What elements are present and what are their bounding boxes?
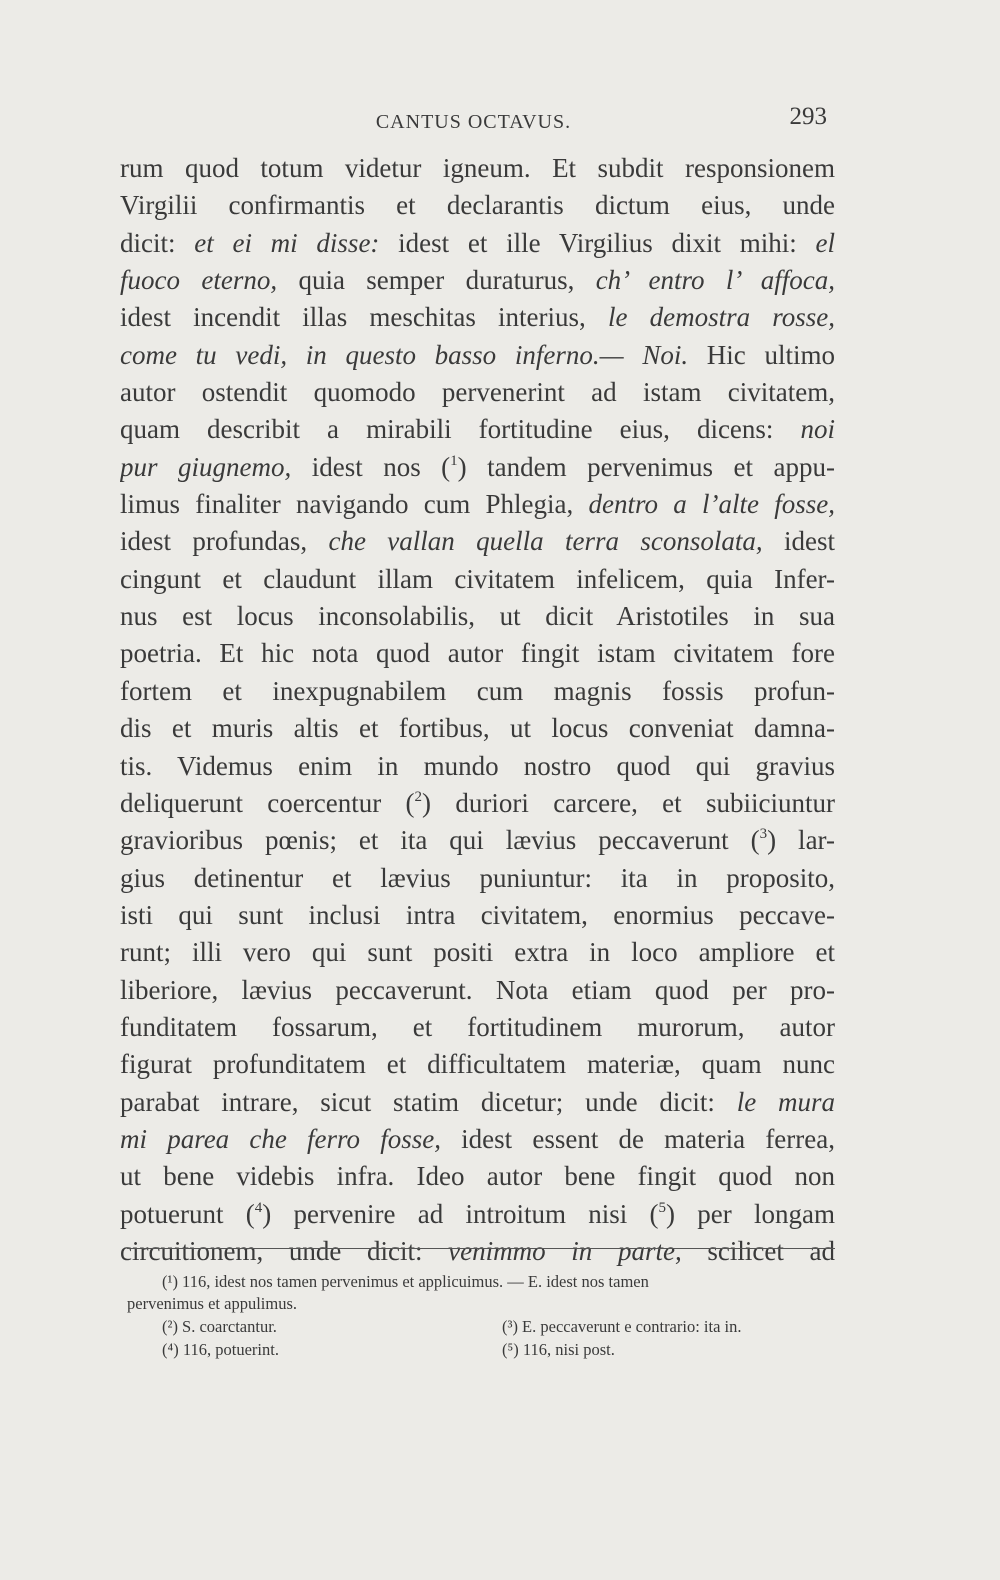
footnotes xyxy=(127,1271,835,1361)
italic-quote: pur giugnemo, xyxy=(120,451,292,482)
main-text xyxy=(120,150,835,1270)
text-line: gravioribus pœnis; et ita qui lævius peccaverunt ($^3$) lar- xyxy=(120,825,835,856)
italic-quote: le mura xyxy=(736,1086,835,1117)
italic-quote: che vallan quella terra sconsolata, xyxy=(328,526,763,557)
text-line: mi parea che ferro fosse, idest essent de materia ferrea, xyxy=(120,1123,835,1154)
text-line: dicit: et ei mi disse: idest et ille Virgilius dixit mihi: el xyxy=(120,227,835,258)
footnote-5: (⁵) 116, nisi post. xyxy=(502,1340,615,1359)
text-line: idest incendit illas meschitas interius, le demostra rosse, xyxy=(120,302,835,333)
text-line: ut bene videbis infra. Ideo autor bene fingit quod non xyxy=(120,1161,835,1192)
text-line: nus est locus inconsolabilis, ut dicit Aristotiles in sua xyxy=(120,601,835,632)
text-line: funditatem fossarum, et fortitudinem murorum, autor xyxy=(120,1011,835,1042)
footnote-rule xyxy=(127,1248,835,1249)
text-line: autor ostendit quomodo pervenerint ad istam civitatem, xyxy=(120,377,835,408)
footnote-3: (³) E. peccaverunt e contrario: ita in. xyxy=(502,1317,742,1336)
text-line: fortem et inexpugnabilem cum magnis fossis profun- xyxy=(120,675,835,706)
italic-quote: el xyxy=(815,227,835,258)
italic-quote: come tu vedi, in questo basso inferno.— Noi. xyxy=(120,339,689,370)
footnote-row xyxy=(127,1338,835,1361)
text-line: come tu vedi, in questo basso inferno.— Noi. Hic ultimo xyxy=(120,339,835,370)
italic-quote: mi parea che ferro fosse, xyxy=(120,1123,441,1154)
text-line: runt; illi vero qui sunt positi extra in loco ampliore et xyxy=(120,937,835,968)
italic-quote: ch’ entro l’ affoca, xyxy=(595,265,835,296)
text-line: circuitionem, unde dicit: venimmo in parte, scilicet ad xyxy=(120,1235,835,1266)
page-number: 293 xyxy=(789,103,827,130)
text-line: figurat profunditatem et difficultatem materiæ, quam nunc xyxy=(120,1049,835,1080)
text-line: isti qui sunt inclusi intra civitatem, enormius peccave- xyxy=(120,899,835,930)
text-line: gius detinentur et lævius puniuntur: ita in proposito, xyxy=(120,862,835,893)
text-line: poetria. Et hic nota quod autor fingit istam civitatem fore xyxy=(120,638,835,669)
text-line: Virgilii confirmantis et declarantis dictum eius, unde xyxy=(120,190,835,221)
text-line: pur giugnemo, idest nos ($^1$) tandem pervenimus et appu- xyxy=(120,451,835,482)
italic-quote: et ei mi disse: xyxy=(194,227,380,258)
text-line: deliquerunt coercentur ($^2$) duriori carcere, et subiiciuntur xyxy=(120,787,835,818)
text-line: dis et muris altis et fortibus, ut locus conveniat damna- xyxy=(120,713,835,744)
italic-quote: fuoco eterno, xyxy=(120,265,278,296)
footnote-marker: 3 xyxy=(759,826,768,843)
footnote-marker: 5 xyxy=(658,1199,666,1216)
text-line: parabat intrare, sicut statim dicetur; unde dicit: le mura xyxy=(120,1086,835,1117)
text-line: rum quod totum videtur igneum. Et subdit responsionem xyxy=(120,153,835,183)
text-line: fuoco eterno, quia semper duraturus, ch’ entro l’ affoca, xyxy=(120,265,835,296)
footnote-row xyxy=(127,1315,835,1338)
footnote-marker: 4 xyxy=(254,1199,263,1216)
footnote-1-line-2: pervenimus et appulimus. xyxy=(127,1294,298,1313)
text-line: liberiore, lævius peccaverunt. Nota etiam quod per pro- xyxy=(120,974,835,1005)
text-line: cingunt et claudunt illam civitatem infelicem, quia Infer- xyxy=(120,563,835,594)
italic-quote: noi xyxy=(800,414,835,445)
text-line: tis. Videmus enim in mundo nostro quod qui gravius xyxy=(120,750,835,781)
italic-quote: dentro a l’alte fosse, xyxy=(588,489,835,520)
footnote-4: (⁴) 116, potuerint. xyxy=(162,1340,279,1359)
footnote-marker: 2 xyxy=(414,788,423,805)
italic-quote: le demostra rosse, xyxy=(607,302,835,333)
text-line: idest profundas, che vallan quella terra sconsolata, idest xyxy=(120,526,835,557)
running-title: CANTUS OCTAVUS. xyxy=(375,111,572,133)
text-line: limus finaliter navigando cum Phlegia, dentro a l’alte fosse, xyxy=(120,489,835,520)
footnote-2: (²) S. coarctantur. xyxy=(162,1317,277,1336)
running-head xyxy=(120,103,827,143)
footnote-1-line-1: (¹) 116, idest nos tamen pervenimus et applicuimus. — E. idest nos tamen xyxy=(162,1272,649,1291)
text-line: potuerunt ($^4$) pervenire ad introitum nisi ($^5$) per longam xyxy=(120,1198,835,1229)
footnote-marker: 1 xyxy=(450,452,458,469)
text-line: quam describit a mirabili fortitudine eius, dicens: noi xyxy=(120,414,835,445)
italic-quote: venimmo in parte, xyxy=(448,1235,682,1266)
